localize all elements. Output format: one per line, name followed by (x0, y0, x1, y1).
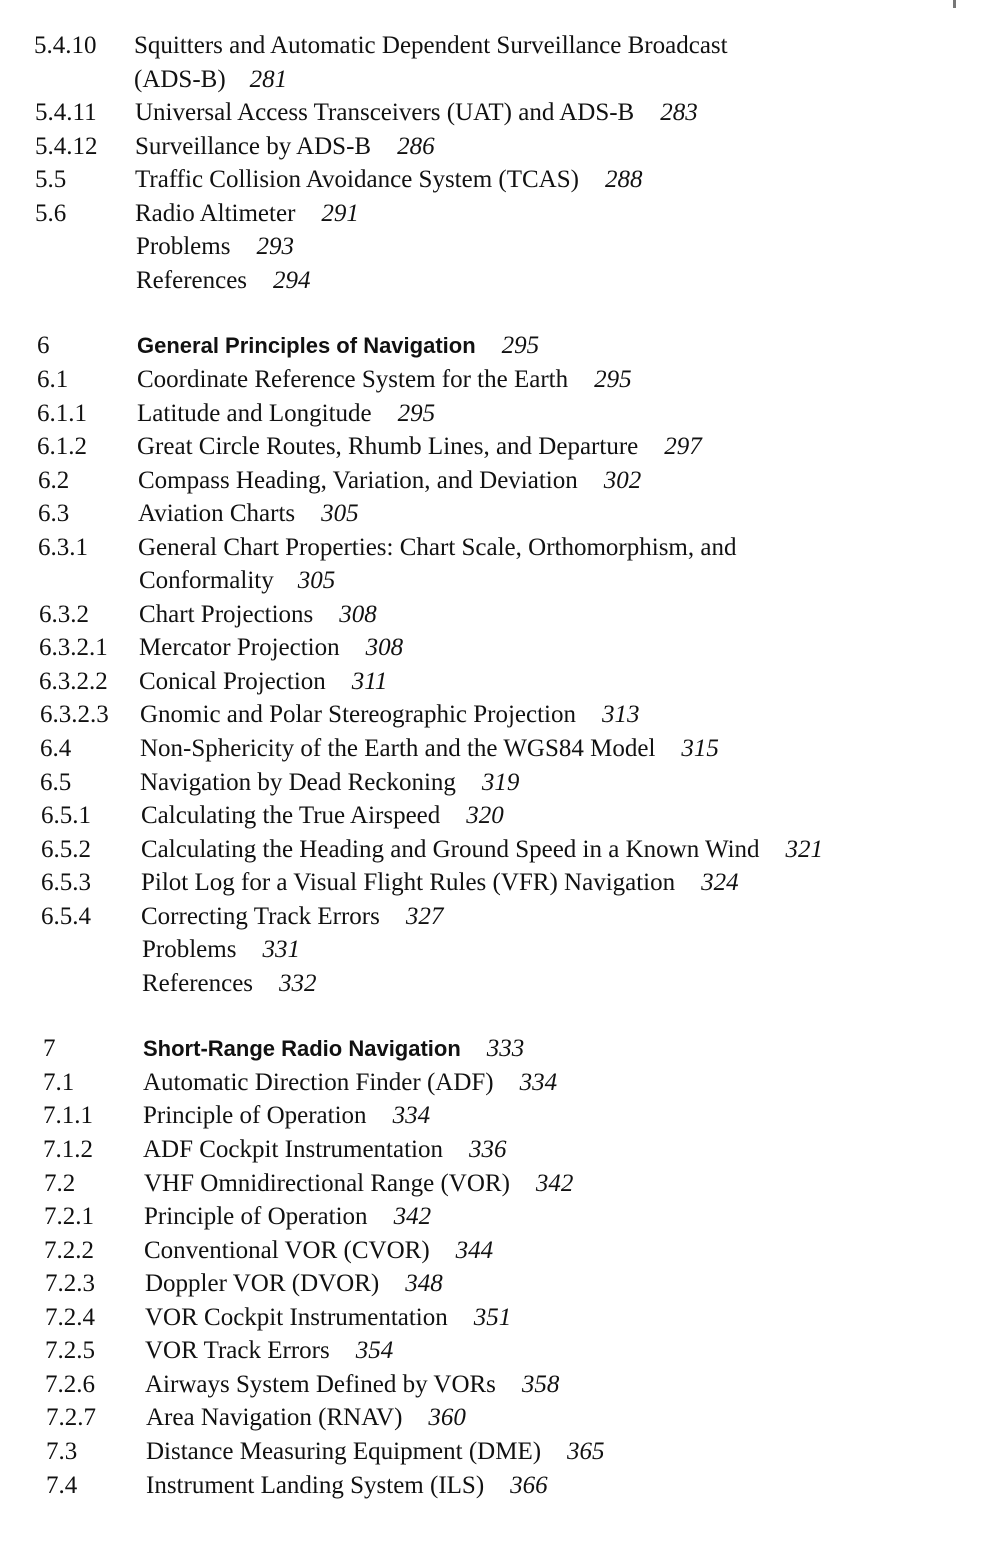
page-number: 324 (701, 869, 739, 896)
section-number: 5.4.10 (34, 32, 97, 59)
page-number: 333 (486, 1035, 525, 1062)
entry-title: Latitude and Longitude (137, 400, 372, 427)
section-number: 6.2 (38, 467, 70, 494)
section-title (136, 264, 311, 298)
section-number: 7.2 (44, 1170, 76, 1197)
entry-title: Area Navigation (RNAV) (146, 1404, 403, 1431)
page-number: 336 (468, 1136, 507, 1163)
section-title (144, 1234, 493, 1268)
page-number: 334 (519, 1069, 558, 1096)
toc-entry (0, 900, 1007, 934)
entry-title: Correcting Track Errors (141, 903, 380, 930)
entry-title: Automatic Direction Finder (ADF) (143, 1069, 494, 1096)
toc-entry (0, 866, 1007, 900)
entry-title: Aviation Charts (138, 500, 296, 527)
entry-title: Universal Access Transceivers (UAT) and ADS-B (135, 99, 635, 126)
entry-title: References (136, 267, 248, 294)
section-title (134, 29, 728, 63)
section-number: 7.2.2 (44, 1237, 94, 1264)
section-title (146, 1401, 466, 1435)
section-title (134, 63, 287, 97)
section-title (135, 163, 642, 197)
page-number: 295 (594, 366, 632, 393)
section-number: 7.2.5 (45, 1337, 95, 1364)
section-number: 6.5.3 (41, 869, 91, 896)
chapter-title (143, 1032, 524, 1066)
page-number: 308 (365, 634, 404, 661)
section-title (145, 1334, 393, 1368)
entry-title: Mercator Projection (139, 634, 340, 661)
section-title (141, 866, 739, 900)
entry-title: VHF Omnidirectional Range (VOR) (144, 1170, 510, 1197)
section-title (137, 397, 435, 431)
entry-title: General Principles of Navigation (137, 333, 476, 358)
section-title (139, 564, 335, 598)
page-number: 291 (321, 200, 359, 227)
toc-entry (0, 363, 1007, 397)
toc-entry (0, 1301, 1007, 1335)
toc-entry (0, 1368, 1007, 1402)
section-title (145, 1267, 443, 1301)
toc-entry (0, 1234, 1007, 1268)
page-number: 286 (397, 133, 435, 160)
entry-title: Calculating the True Airspeed (141, 802, 441, 829)
section-title (137, 363, 632, 397)
section-title (142, 967, 317, 1001)
toc-entry (0, 698, 1007, 732)
page-number: 293 (256, 233, 294, 260)
section-number: 6.1 (37, 366, 69, 393)
toc-entry (0, 732, 1007, 766)
toc-entry (0, 264, 1007, 298)
section-title (139, 598, 377, 632)
page-number: 319 (481, 769, 520, 796)
toc-entry (0, 163, 1007, 197)
toc-entry (0, 1099, 1007, 1133)
section-title (141, 900, 443, 934)
section-number: 5.4.12 (35, 133, 98, 160)
entry-title: Problems (136, 233, 231, 260)
page-number: 358 (521, 1371, 560, 1398)
scan-mark (953, 0, 956, 8)
toc-entry (0, 833, 1007, 867)
toc-entry (0, 329, 1007, 363)
toc-entry (0, 29, 1007, 63)
toc-entry (0, 531, 1007, 565)
section-number: 7 (43, 1035, 56, 1062)
section-title (136, 230, 294, 264)
entry-title: Radio Altimeter (135, 200, 296, 227)
page-number: 342 (535, 1170, 574, 1197)
entry-title: Conformality (139, 567, 274, 594)
section-number: 6.3.1 (38, 534, 88, 561)
page-number: 295 (397, 400, 436, 427)
section-number: 6.3.2.2 (39, 668, 108, 695)
entry-title: Non-Sphericity of the Earth and the WGS84 Model (140, 735, 656, 762)
section-number: 7.2.7 (46, 1404, 96, 1431)
entry-title: Compass Heading, Variation, and Deviation (138, 467, 578, 494)
page-number: 351 (473, 1304, 512, 1331)
page-number: 311 (351, 668, 388, 695)
entry-title: Conical Projection (139, 668, 326, 695)
section-number: 7.2.3 (45, 1270, 95, 1297)
toc-entry (0, 1133, 1007, 1167)
section-title (140, 732, 719, 766)
page-number: 308 (339, 601, 377, 628)
section-title (144, 1167, 573, 1201)
page-number: 354 (355, 1337, 394, 1364)
section-number: 6.3.2.3 (40, 701, 109, 728)
toc-entry (0, 1469, 1007, 1503)
toc-entry (0, 1435, 1007, 1469)
entry-title: Pilot Log for a Visual Flight Rules (VFR) Navigation (141, 869, 676, 896)
section-title (145, 1301, 511, 1335)
page-number: 366 (510, 1472, 548, 1499)
section-title (141, 799, 504, 833)
page-number: 302 (603, 467, 642, 494)
page-number: 332 (279, 970, 317, 997)
section-number: 6.4 (40, 735, 72, 762)
section-title (143, 1099, 430, 1133)
section-number: 6.1.2 (37, 433, 87, 460)
toc-entry (0, 598, 1007, 632)
page-number: 305 (321, 500, 359, 527)
toc-entry (0, 1334, 1007, 1368)
toc-entry (0, 1401, 1007, 1435)
section-title (135, 96, 698, 130)
entry-title: Squitters and Automatic Dependent Surveillance Broadcast (134, 32, 728, 59)
section-title (135, 130, 435, 164)
entry-title: Chart Projections (139, 601, 314, 628)
entry-title: References (142, 970, 254, 997)
section-title (142, 933, 300, 967)
entry-title: Calculating the Heading and Ground Speed in a Known Wind (141, 836, 760, 863)
section-title (139, 631, 403, 665)
section-title (139, 665, 387, 699)
section-number: 7.2.1 (44, 1203, 94, 1230)
page-number: 288 (604, 166, 643, 193)
toc-entry (0, 197, 1007, 231)
section-number: 6.5 (40, 769, 72, 796)
section-number: 6.1.1 (37, 400, 87, 427)
section-title (141, 833, 823, 867)
toc-entry (0, 96, 1007, 130)
toc-entry (0, 1066, 1007, 1100)
section-number: 7.2.6 (45, 1371, 95, 1398)
page-number: 365 (567, 1438, 605, 1465)
entry-title: VOR Cockpit Instrumentation (145, 1304, 448, 1331)
entry-title: Great Circle Routes, Rhumb Lines, and Departure (137, 433, 639, 460)
page-number: 331 (262, 936, 300, 963)
toc-entry (0, 1167, 1007, 1201)
entry-title: VOR Track Errors (145, 1337, 330, 1364)
page-number: 342 (393, 1203, 432, 1230)
page-number: 360 (428, 1404, 466, 1431)
section-number: 6.5.1 (41, 802, 91, 829)
section-number: 7.1.2 (43, 1136, 93, 1163)
section-number: 7.3 (46, 1438, 78, 1465)
section-title (138, 497, 359, 531)
toc-entry (0, 230, 1007, 264)
toc-entry (0, 564, 1007, 598)
entry-title: Navigation by Dead Reckoning (140, 769, 456, 796)
section-title (140, 698, 640, 732)
page-number: 281 (249, 66, 288, 93)
page-number: 321 (785, 836, 824, 863)
page-number: 305 (297, 567, 336, 594)
toc-entry (0, 665, 1007, 699)
section-title (146, 1435, 605, 1469)
section-number: 7.2.4 (45, 1304, 95, 1331)
section-number: 6 (37, 332, 50, 359)
page-number: 344 (455, 1237, 494, 1264)
page-number: 327 (405, 903, 444, 930)
entry-title: Airways System Defined by VORs (145, 1371, 496, 1398)
toc-entry (0, 967, 1007, 1001)
entry-title: Doppler VOR (DVOR) (145, 1270, 380, 1297)
section-title (137, 430, 702, 464)
entry-title: Problems (142, 936, 237, 963)
page-number: 334 (392, 1102, 431, 1129)
toc-entry (0, 130, 1007, 164)
toc-entry (0, 397, 1007, 431)
toc-entry (0, 799, 1007, 833)
section-title (138, 464, 641, 498)
section-number: 7.1.1 (43, 1102, 93, 1129)
section-title (140, 766, 519, 800)
section-title (146, 1469, 548, 1503)
section-title (138, 531, 736, 565)
section-number: 5.4.11 (35, 99, 97, 126)
section-number: 6.5.2 (41, 836, 91, 863)
entry-title: Instrument Landing System (ILS) (146, 1472, 485, 1499)
page-number: 294 (273, 267, 311, 294)
toc-entry (0, 430, 1007, 464)
toc-entry (0, 933, 1007, 967)
page-number: 313 (602, 701, 640, 728)
section-number: 6.3.2.1 (39, 634, 108, 661)
entry-title: General Chart Properties: Chart Scale, Orthomorphism, and (138, 534, 737, 561)
entry-title: Principle of Operation (143, 1102, 367, 1129)
section-number: 7.1 (43, 1069, 75, 1096)
section-title (143, 1133, 506, 1167)
toc-entry (0, 497, 1007, 531)
page-number: 315 (681, 735, 719, 762)
section-title (144, 1200, 431, 1234)
entry-title: ADF Cockpit Instrumentation (143, 1136, 443, 1163)
entry-title: Surveillance by ADS-B (135, 133, 372, 160)
page-number: 297 (664, 433, 702, 460)
section-title (135, 197, 359, 231)
page-number: 320 (466, 802, 504, 829)
section-number: 6.5.4 (41, 903, 91, 930)
entry-title: Traffic Collision Avoidance System (TCAS) (135, 166, 579, 193)
toc-entry (0, 1267, 1007, 1301)
entry-title: (ADS-B) (134, 66, 226, 93)
section-number: 5.5 (35, 166, 67, 193)
entry-title: Short-Range Radio Navigation (143, 1036, 461, 1061)
entry-title: Principle of Operation (144, 1203, 368, 1230)
toc-entry (0, 464, 1007, 498)
toc-entry (0, 1200, 1007, 1234)
toc-entry (0, 766, 1007, 800)
entry-title: Gnomic and Polar Stereographic Projection (140, 701, 576, 728)
section-number: 6.3.2 (39, 601, 89, 628)
section-title (145, 1368, 559, 1402)
section-number: 6.3 (38, 500, 70, 527)
section-title (143, 1066, 557, 1100)
toc-entry (0, 63, 1007, 97)
page-number: 283 (660, 99, 698, 126)
toc-entry (0, 1032, 1007, 1066)
section-number: 5.6 (35, 200, 67, 227)
page-number: 348 (405, 1270, 443, 1297)
toc-entry (0, 631, 1007, 665)
chapter-title (137, 329, 539, 363)
section-number: 7.4 (46, 1472, 78, 1499)
page-number: 295 (501, 332, 540, 359)
entry-title: Coordinate Reference System for the Earth (137, 366, 569, 393)
entry-title: Distance Measuring Equipment (DME) (146, 1438, 542, 1465)
entry-title: Conventional VOR (CVOR) (144, 1237, 430, 1264)
